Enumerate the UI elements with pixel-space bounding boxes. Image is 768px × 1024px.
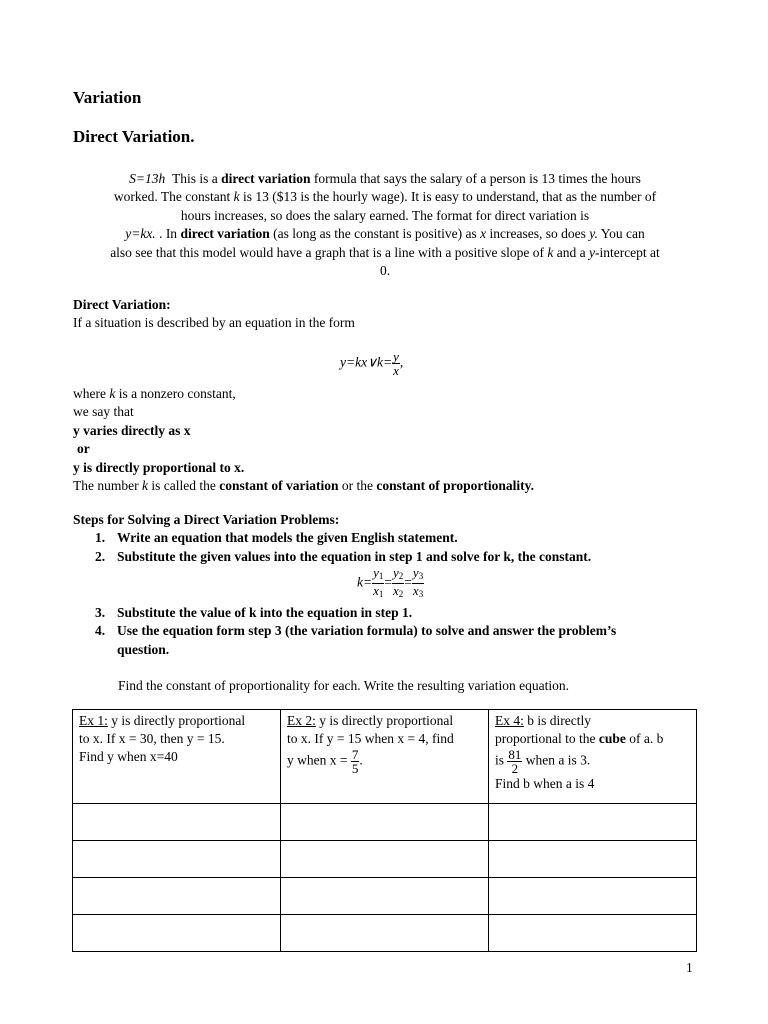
formula-text: , <box>399 354 404 370</box>
answer-cell[interactable] <box>73 878 281 915</box>
fraction-y1-over-x1 <box>372 566 384 601</box>
fraction-81-over-2 <box>507 748 522 775</box>
example-label: Ex 2: <box>287 713 316 728</box>
fraction-numerator: y <box>373 565 379 580</box>
format-equation: y=kx. <box>125 226 156 242</box>
answer-cell[interactable] <box>281 841 489 878</box>
example-text: . <box>359 752 363 768</box>
intro-text: and a <box>553 244 589 260</box>
fraction-denominator: 5 <box>351 761 359 776</box>
page-number: 1 <box>686 960 693 975</box>
answer-cell[interactable] <box>281 915 489 952</box>
var-k: k <box>233 189 240 205</box>
example-label: Ex 4: <box>495 713 524 728</box>
subscript: 2 <box>398 589 404 599</box>
answer-cell[interactable] <box>489 841 697 878</box>
subscript: 3 <box>418 571 424 581</box>
definition-text: we say that <box>73 404 134 420</box>
steps-block-2 <box>73 604 616 659</box>
definition-or: or <box>77 441 90 457</box>
subscript: 1 <box>378 571 384 581</box>
page-title: Variation <box>73 88 142 107</box>
answer-cell[interactable] <box>489 915 697 952</box>
answer-cell[interactable] <box>489 878 697 915</box>
intro-text: worked. The constant <box>113 189 234 205</box>
steps-block <box>73 511 591 566</box>
var-k: k <box>547 244 554 260</box>
definition-block-2 <box>73 385 534 495</box>
step-text: Use the equation form step 3 (the variation formula) to solve and answer the problem’s <box>117 623 617 639</box>
definition-statement: y varies directly as x <box>73 422 191 438</box>
intro-paragraph <box>40 170 730 280</box>
table-row <box>73 710 697 804</box>
instruction-line: Find the constant of proportionality for each. Write the resulting variation equation. <box>118 678 569 693</box>
example-text: is <box>495 752 508 768</box>
definition-text: If a situation is described by an equation in the form <box>73 315 355 331</box>
step-number: 3. <box>95 605 106 620</box>
example-text: to x. If y = 15 when x = 4, find <box>287 731 454 746</box>
example-text: Find y when x=40 <box>79 749 178 764</box>
example-text: y when x = <box>287 752 351 768</box>
subscript: 3 <box>418 589 424 599</box>
fraction-y3-over-x3 <box>412 566 424 601</box>
exercise-table <box>72 709 697 952</box>
var-x: x <box>480 226 487 242</box>
example-text: Find b when a is 4 <box>495 776 595 791</box>
example-text: when a is 3. <box>522 752 591 768</box>
example-text: b is directly <box>523 713 591 728</box>
answer-cell[interactable] <box>281 878 489 915</box>
definition-text: is called the <box>147 478 220 494</box>
constant-formula <box>357 566 424 601</box>
definition-term: constant of proportionality. <box>376 478 534 494</box>
intro-text: You can <box>597 226 645 242</box>
table-row <box>73 804 697 841</box>
fraction-denominator: x <box>393 363 399 378</box>
definition-text: The number <box>73 478 142 494</box>
fraction-numerator: y <box>412 565 419 580</box>
example-label: Ex 1: <box>79 713 108 728</box>
step-text: Substitute the given values into the equation in step 1 and solve for k, the constant. <box>117 548 592 564</box>
var-y: y. <box>589 226 598 242</box>
definition-text: is a nonzero constant, <box>115 386 236 401</box>
fraction-denominator: 2 <box>511 761 519 776</box>
step-number: 2. <box>95 548 106 564</box>
formula-text: k= <box>357 574 373 590</box>
intro-text: 0. <box>379 263 391 279</box>
step-number: 4. <box>95 623 106 639</box>
fraction-numerator: 81 <box>508 747 522 762</box>
var-k: k <box>109 386 116 401</box>
instruction-text <box>118 677 569 695</box>
equals-sign: = <box>384 574 393 590</box>
definition-text: where <box>73 386 110 401</box>
fraction-y-over-x <box>392 350 400 377</box>
intro-text: -intercept at <box>594 244 660 260</box>
definition-block <box>73 296 355 333</box>
var-k: k <box>141 478 148 494</box>
equals-sign: = <box>404 574 412 590</box>
step-text: question. <box>117 641 170 657</box>
answer-cell[interactable] <box>73 915 281 952</box>
fraction-numerator: y <box>393 349 399 364</box>
step-number: 1. <box>95 530 106 546</box>
definition-text: or the <box>338 478 377 494</box>
definition-formula <box>340 350 403 377</box>
fraction-y2-over-x2 <box>392 566 404 601</box>
answer-cell[interactable] <box>489 804 697 841</box>
fraction-numerator: 7 <box>351 747 359 762</box>
example-text: y is directly proportional <box>315 713 454 728</box>
fraction-denominator: x <box>373 583 379 598</box>
definition-heading: Direct Variation: <box>73 297 171 312</box>
example-text: proportional to the <box>495 731 599 746</box>
definition-term: constant of variation <box>219 478 339 494</box>
example-text: of a. b <box>625 731 664 746</box>
subscript: 1 <box>378 589 384 599</box>
salary-equation: S=13h <box>129 171 166 186</box>
step-text: Write an equation that models the given English statement. <box>117 530 458 546</box>
example-text: to x. If x = 30, then y = 15. <box>79 731 225 746</box>
intro-text: (as long as the constant is positive) as <box>269 226 481 242</box>
fraction-denominator: x <box>393 583 399 598</box>
fraction-denominator: x <box>412 583 419 598</box>
table-row <box>73 878 697 915</box>
example-4-cell <box>489 710 697 804</box>
answer-cell[interactable] <box>73 804 281 841</box>
intro-emphasis: direct variation <box>180 226 270 242</box>
table-row <box>73 915 697 952</box>
example-text: y is directly proportional <box>107 713 246 728</box>
example-emphasis: cube <box>598 731 626 746</box>
section-title: Direct Variation. <box>73 127 195 146</box>
table-row <box>73 841 697 878</box>
definition-statement: y is directly proportional to x. <box>73 459 245 475</box>
intro-text: . In <box>155 226 181 242</box>
example-2-cell <box>281 710 489 804</box>
intro-text: increases, so does <box>486 226 590 242</box>
intro-text: is 13 ($13 is the hourly wage). It is easy to understand, that as the number of <box>239 189 657 205</box>
intro-text: also see that this model would have a graph that is a line with a positive slope of <box>110 244 548 260</box>
subscript: 2 <box>398 571 404 581</box>
step-text: Substitute the value of k into the equation in step 1. <box>117 605 413 620</box>
intro-text: formula that says the salary of a person is 13 times the hours <box>310 171 641 186</box>
formula-text: y=kx∨k= <box>340 354 393 370</box>
var-y: y <box>588 244 595 260</box>
steps-heading: Steps for Solving a Direct Variation Problems: <box>73 512 340 527</box>
example-1-cell <box>73 710 281 804</box>
intro-text: hours increases, so does the salary earned. The format for direct variation is <box>180 207 590 223</box>
fraction-numerator: y <box>393 565 399 580</box>
intro-text: This is a <box>172 171 222 186</box>
intro-emphasis: direct variation <box>221 171 311 186</box>
answer-cell[interactable] <box>73 841 281 878</box>
answer-cell[interactable] <box>281 804 489 841</box>
